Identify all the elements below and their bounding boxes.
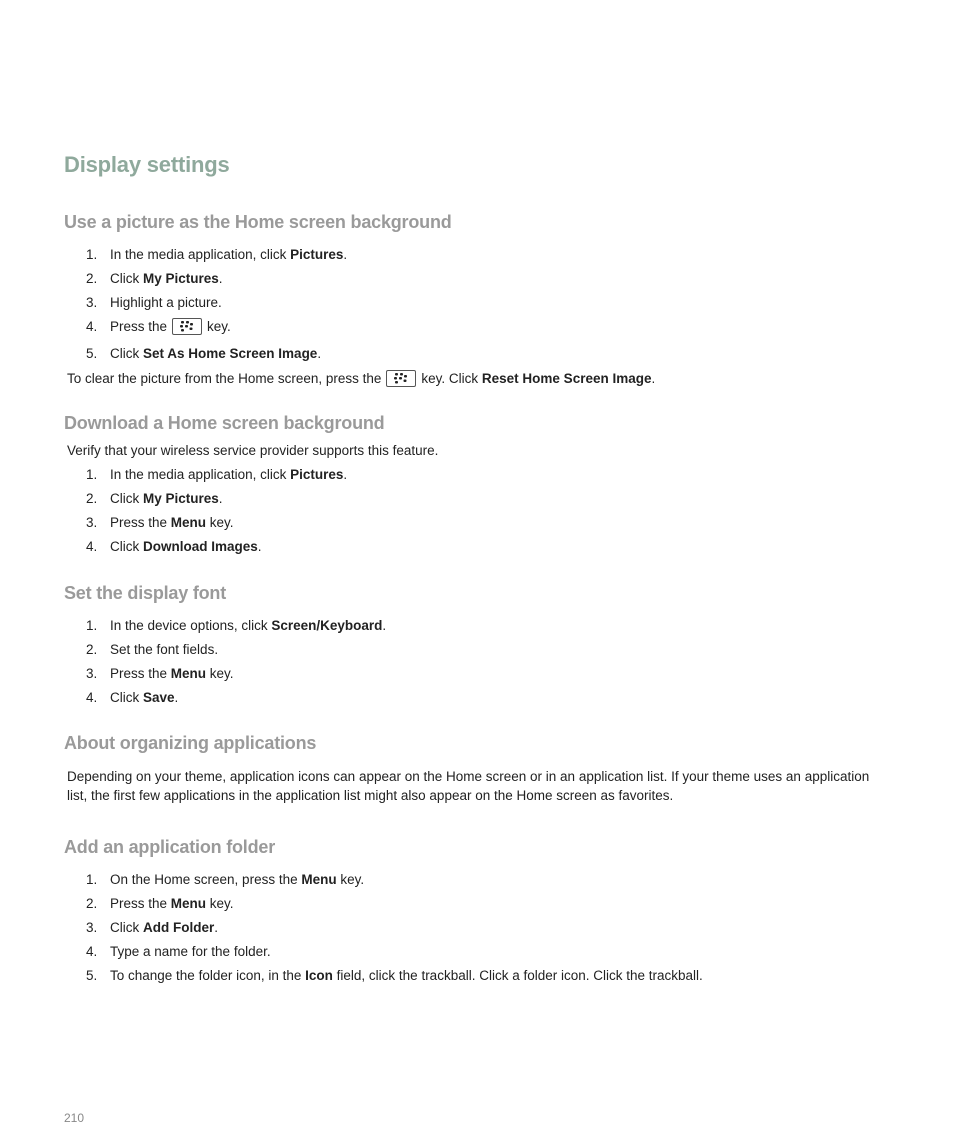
blackberry-menu-key-icon: [386, 370, 416, 387]
page-number: 210: [64, 1111, 85, 1125]
download-intro: Verify that your wireless service provider supports this feature.: [67, 443, 439, 458]
display-font-steps: [86, 616, 386, 712]
picture-background-steps: [86, 245, 347, 368]
list-item: 2. Set the font fields.: [86, 642, 219, 657]
list-item: 1. In the media application, click Pictures.: [86, 247, 348, 262]
list-item: 3. Highlight a picture.: [86, 295, 222, 310]
add-folder-steps: [86, 870, 703, 990]
list-item: 4. Click Download Images.: [86, 539, 262, 554]
list-item: 5. Click Set As Home Screen Image.: [86, 346, 322, 361]
organizing-applications-paragraph: Depending on your theme, application icons can appear on the Home screen or in an application list. If your theme uses an application list, the first few applications in the application list might also appear on the Home screen as favorites.: [67, 769, 870, 803]
section-heading-display-font: Set the display font: [64, 583, 227, 603]
list-item: 4. Press the key.: [86, 319, 231, 334]
section-heading-organizing-applications: About organizing applications: [64, 733, 317, 753]
list-item: 3. Press the Menu key.: [86, 515, 234, 530]
download-background-steps: [86, 465, 347, 561]
list-item: 2. Click My Pictures.: [86, 491, 223, 506]
section-heading-download-background: Download a Home screen background: [64, 413, 385, 433]
list-item: 3. Press the Menu key.: [86, 666, 234, 681]
list-item: 1. In the device options, click Screen/Keyboard.: [86, 618, 387, 633]
list-item: 3. Click Add Folder.: [86, 920, 219, 935]
clear-picture-note: To clear the picture from the Home screen, press the key. Click Reset Home Screen Image.: [67, 371, 656, 386]
list-item: 4. Click Save.: [86, 690, 179, 705]
section-heading-add-folder: Add an application folder: [64, 837, 276, 857]
list-item: 2. Click My Pictures.: [86, 271, 223, 286]
list-item: 2. Press the Menu key.: [86, 896, 234, 911]
section-heading-picture-background: Use a picture as the Home screen background: [64, 212, 452, 232]
list-item: 1. On the Home screen, press the Menu key.: [86, 872, 365, 887]
list-item: 5. To change the folder icon, in the Icon field, click the trackball. Click a folder icon. Click the trackball.: [86, 968, 703, 983]
list-item: 1. In the media application, click Pictures.: [86, 467, 348, 482]
blackberry-menu-key-icon: [172, 318, 202, 335]
list-item: 4. Type a name for the folder.: [86, 944, 271, 959]
page-title: Display settings: [64, 152, 230, 177]
